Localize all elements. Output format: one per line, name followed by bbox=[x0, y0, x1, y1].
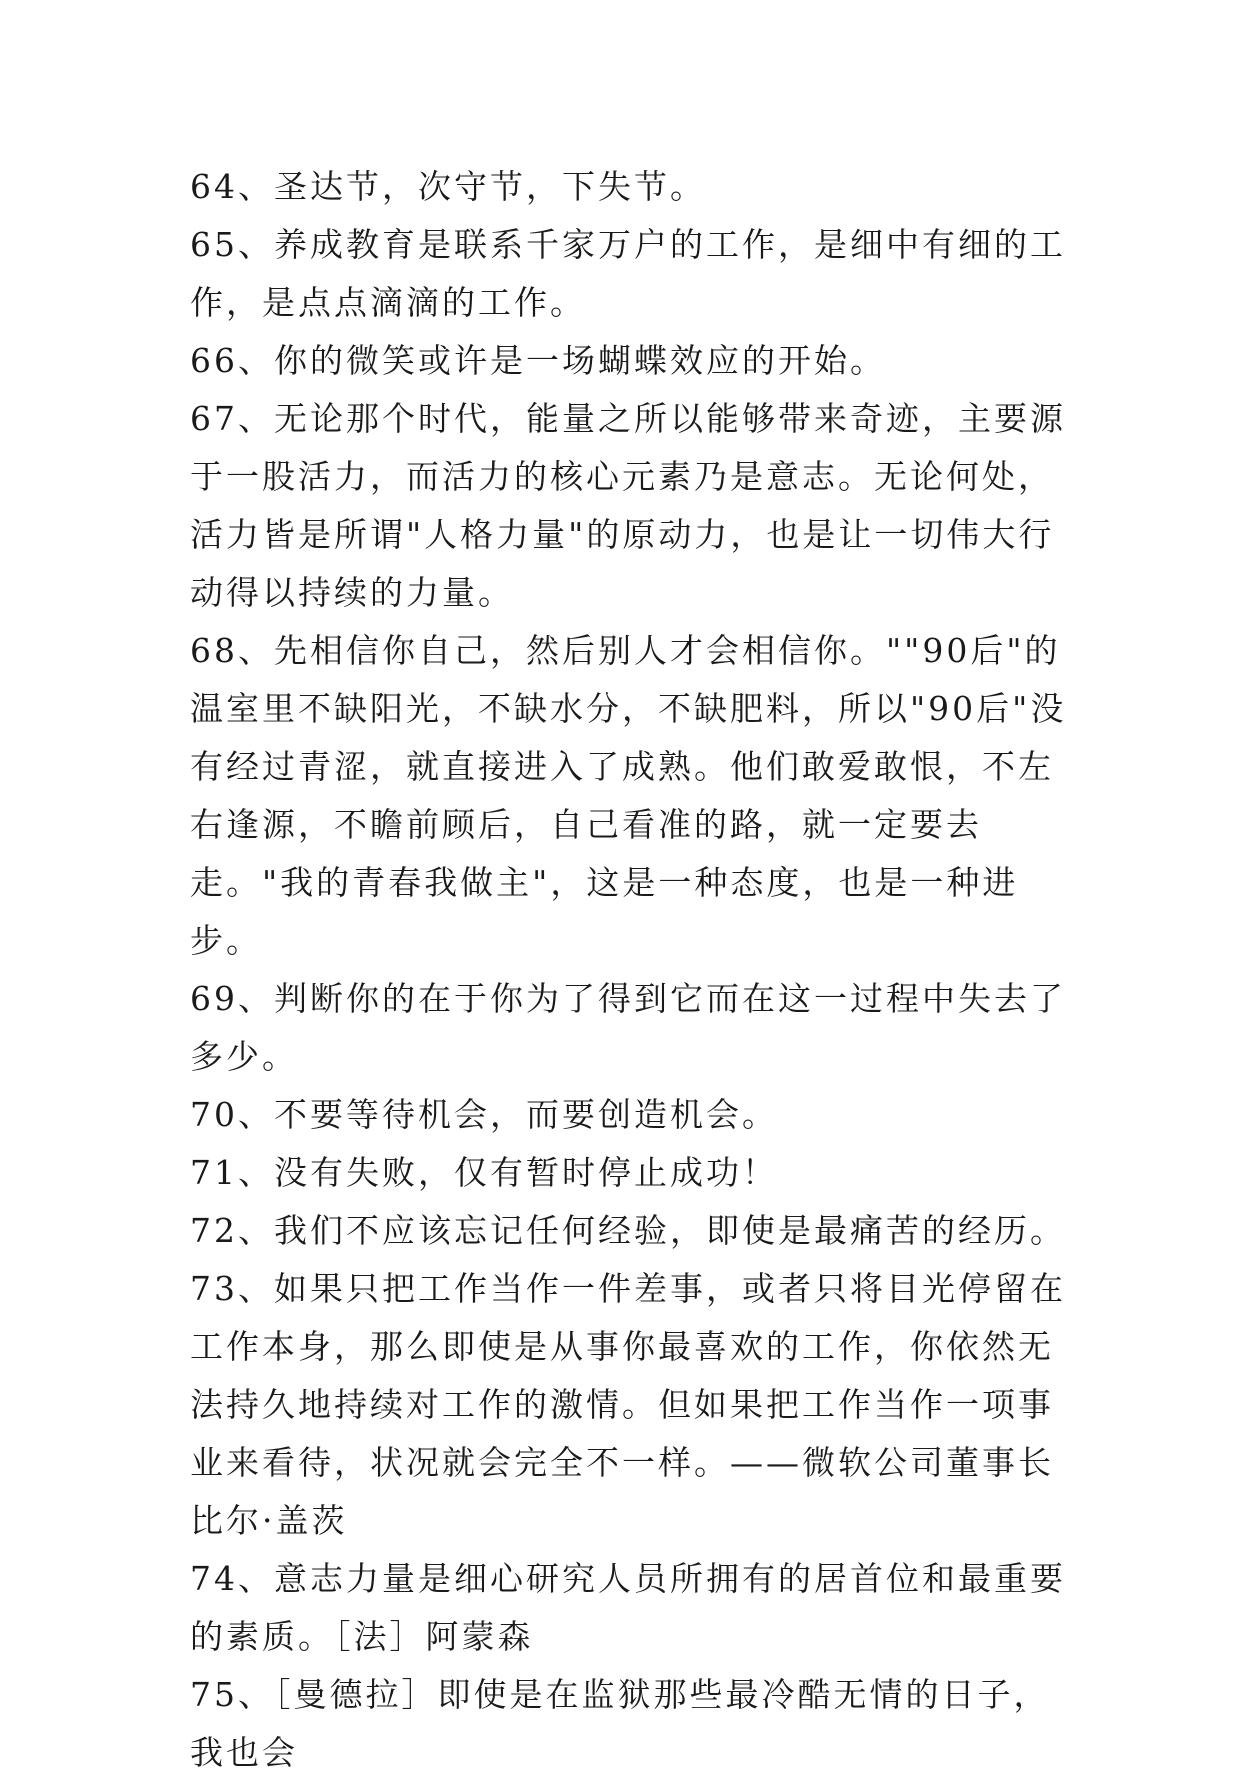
quote-68: 68、先相信你自己，然后别人才会相信你。""90后"的温室里不缺阳光，不缺水分，不缺肥料，所以"90后"没有经过青涩，就直接进入了成熟。他们敢爱敢恨，不左右逢源，不瞻前顾后，自己看准的路，就一定要去走。"我的青春我做主"，这是一种态度，也是一种进步。 bbox=[190, 631, 1067, 960]
quote-66: 66、你的微笑或许是一场蝴蝶效应的开始。 bbox=[190, 341, 886, 380]
quote-75: 75、［曼德拉］即使是在监狱那些最冷酷无情的日子，我也会 bbox=[190, 1675, 1050, 1772]
quote-64: 64、圣达节，次守节，下失节。 bbox=[190, 167, 706, 206]
quote-74: 74、意志力量是细心研究人员所拥有的居首位和最重要的素质。［法］阿蒙森 bbox=[190, 1559, 1066, 1656]
quote-67: 67、无论那个时代，能量之所以能够带来奇迹，主要源于一股活力，而活力的核心元素乃是意志。无论何处，活力皆是所谓"人格力量"的原动力，也是让一切伟大行动得以持续的力量。 bbox=[190, 399, 1066, 612]
quote-list bbox=[190, 158, 1075, 1782]
quote-72: 72、我们不应该忘记任何经验，即使是最痛苦的经历。 bbox=[190, 1211, 1066, 1250]
quote-65: 65、养成教育是联系千家万户的工作，是细中有细的工作，是点点滴滴的工作。 bbox=[190, 225, 1066, 322]
quote-70: 70、不要等待机会，而要创造机会。 bbox=[190, 1095, 778, 1134]
quote-71: 71、没有失败，仅有暂时停止成功！ bbox=[190, 1153, 778, 1192]
quote-73: 73、如果只把工作当作一件差事，或者只将目光停留在工作本身，那么即使是从事你最喜欢的工作，你依然无法持久地持续对工作的激情。但如果把工作当作一项事业来看待，状况就会完全不一样。——微软公司董事长比尔·盖茨 bbox=[190, 1269, 1066, 1540]
quote-69: 69、判断你的在于你为了得到它而在这一过程中失去了多少。 bbox=[190, 979, 1066, 1076]
